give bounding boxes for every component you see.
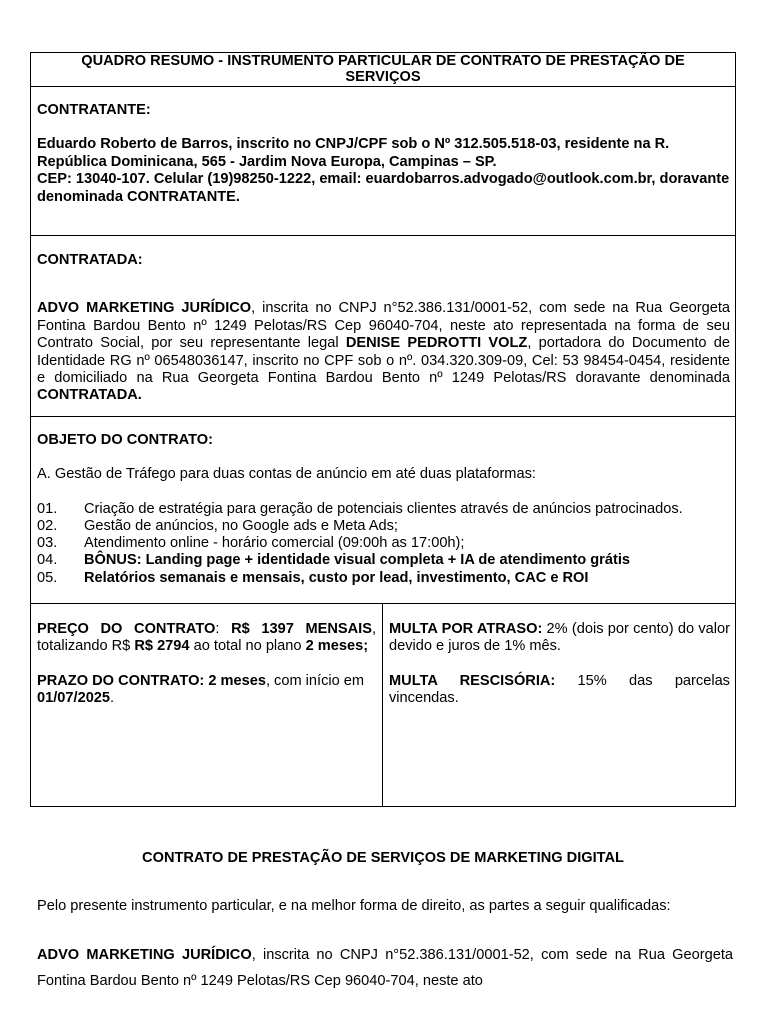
item-text: Criação de estratégia para geração de potenciais clientes através de anúncios patrocinados. [84, 500, 683, 517]
contratada-text [37, 300, 730, 404]
contratante-text2: CEP: 13040-107. Celular (19)98250-1222, email: euardobarros.advogado@outlook.com.br, doravante denominada CONTRATANTE. [37, 171, 730, 205]
item-number: 03. [37, 535, 58, 552]
objeto-list [37, 501, 730, 587]
contratada-text2: , portadora do Documento de Identidade RG nº 06548036147, inscrito no CPF sob o nº. 034.320.309-09, Cel: 53 98454-0454, residente e domiciliado na Rua Georgeta Fontina Bardou Bento nº 1249 Pelotas/RS doravante denominada [37, 335, 730, 387]
preco-valor: R$ 1397 MENSAIS [231, 621, 372, 637]
contratante-text: Eduardo Roberto de Barros, inscrito no CNPJ/CPF sob o Nº 312.505.518-03, residente na R. República Dominicana, 565 - Jardim Nova Europa, Campinas – SP. [37, 136, 670, 170]
party-text: , inscrita no CNPJ n°52.386.131/0001-52, com sede na Rua Georgeta [251, 947, 734, 963]
contratada-text1: , inscrita no CNPJ n°52.386.131/0001-52, com sede na Rua Georgeta Fontina Bardou Bento nº 1249 Pelotas/RS Cep 96040-704, neste ato representada na forma de seu Contrato Social, por seu representante legal [37, 300, 731, 352]
column-divider [382, 603, 383, 807]
objeto-heading: OBJETO DO CONTRATO: [37, 432, 213, 448]
contratante-section [37, 102, 730, 206]
contract-party-line1 [37, 946, 733, 964]
item-text: Gestão de anúncios, no Google ads e Meta Ads; [84, 518, 398, 535]
preco-label: PREÇO DO CONTRATO [37, 621, 216, 637]
item-text: Relatórios semanais e mensais, custo por lead, investimento, CAC e ROI [84, 569, 589, 586]
list-item [37, 535, 730, 552]
contract-party-line2: Fontina Bardou Bento nº 1249 Pelotas/RS Cep 96040-704, neste ato [37, 973, 483, 989]
contract-intro: Pelo presente instrumento particular, e na melhor forma de direito, as partes a seguir qualificadas: [37, 898, 671, 914]
summary-title-line1: QUADRO RESUMO - INSTRUMENTO PARTICULAR DE CONTRATO DE PRESTAÇÃO DE [81, 53, 685, 69]
contratada-section [37, 252, 730, 405]
preco-total: R$ 2794 [134, 638, 190, 655]
multa-atraso-value: 2% (dois por cento) do valor devido e juros de 1% mês. [389, 621, 730, 655]
multa-rescisoria-value: 15% das parcelas vincendas. [389, 672, 730, 707]
item-text: BÔNUS: Landing page + identidade visual completa + IA de atendimento grátis [84, 552, 631, 569]
divider [30, 416, 736, 417]
preco-mid: , totalizando R$ [37, 621, 376, 655]
divider [30, 603, 736, 604]
multa-rescisoria-text [389, 673, 730, 708]
prazo-mid: , com início em [265, 672, 365, 689]
item-number: 04. [37, 552, 58, 569]
multa-atraso-text [389, 621, 730, 656]
prazo-text [37, 673, 376, 708]
objeto-intro: A. Gestão de Tráfego para duas contas de anúncio em até duas plataformas: [37, 466, 536, 483]
item-text: Atendimento online - horário comercial (09:00h as 17:00h); [84, 535, 465, 552]
divider [30, 235, 736, 236]
item-number: 01. [37, 500, 58, 517]
list-item [37, 570, 730, 587]
party-name: ADVO MARKETING JURÍDICO [37, 947, 252, 963]
preco-sep: : [215, 621, 232, 637]
list-item [37, 501, 730, 518]
contratante-heading: CONTRATANTE: [37, 102, 151, 118]
multa-rescisoria-label: MULTA RESCISÓRIA: [389, 672, 556, 689]
contract-party [37, 946, 733, 990]
prazo-date: 01/07/2025 [37, 690, 111, 707]
contratada-denomination: CONTRATADA. [37, 387, 142, 404]
multa-atraso-label: MULTA POR ATRASO: [389, 621, 543, 637]
item-number: 02. [37, 518, 58, 535]
prazo-label: PRAZO DO CONTRATO: 2 meses [37, 672, 266, 689]
list-item [37, 518, 730, 535]
preco-text [37, 621, 376, 656]
penalties-section [389, 621, 730, 708]
price-term-section [37, 621, 376, 708]
contratada-heading: CONTRATADA: [37, 252, 143, 268]
list-item [37, 552, 730, 569]
prazo-end: . [110, 690, 115, 707]
contratada-name: ADVO MARKETING JURÍDICO [37, 300, 252, 317]
divider [30, 86, 736, 87]
objeto-section [37, 432, 730, 587]
item-number: 05. [37, 569, 58, 586]
contract-title: CONTRATO DE PRESTAÇÃO DE SERVIÇOS DE MARKETING DIGITAL [142, 850, 624, 866]
contratada-representative: DENISE PEDROTTI VOLZ [345, 335, 528, 352]
preco-plano: 2 meses; [305, 638, 369, 655]
preco-mid2: ao total no plano [189, 638, 306, 655]
summary-title-line2: SERVIÇOS [345, 69, 421, 85]
summary-title [30, 53, 736, 85]
